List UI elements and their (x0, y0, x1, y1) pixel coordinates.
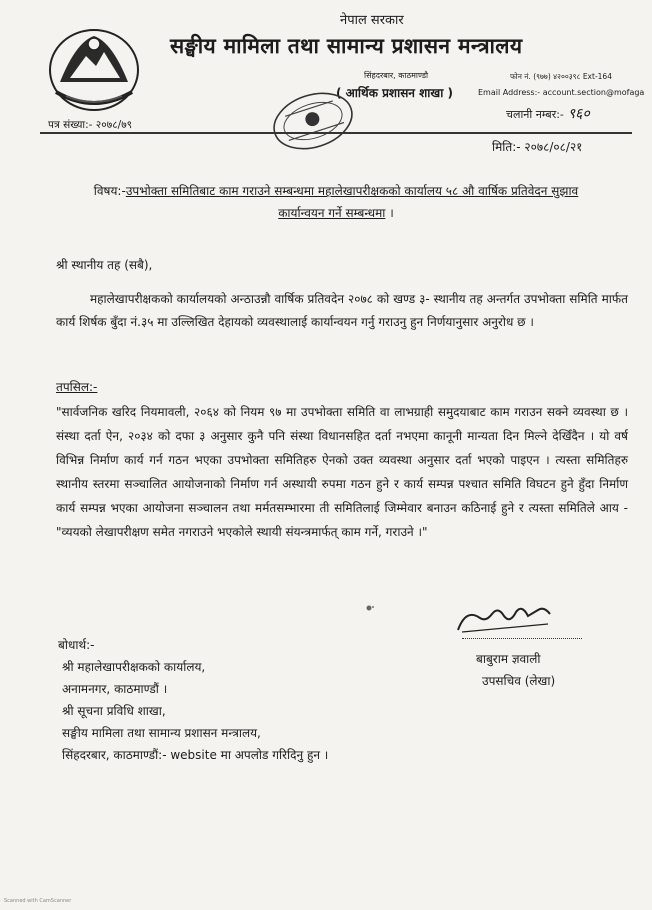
header-divider (40, 132, 632, 134)
cc-block (58, 634, 328, 766)
phone-number: फोन नं. (९७७) ४२००३९८ Ext-164 (510, 72, 612, 81)
body-paragraph-2: "सार्वजनिक खरिद नियमावली, २०६४ को नियम ९७ मा उपभोक्ता समिति वा लाभग्राही समुदयाबाट काम गराउन सक्ने व्यवस्था छ । संस्था दर्ता ऐन, २०३४ को दफा ३ अनुसार कुनै पनि संस्था विधानसहित दर्ता नभएमा कानूनी मान्यता दिन मिल्ने देखिँदैन । यो वर्ष विभिन्न निर्माण कार्य गर्न गठन भएका उपभोक्ता समितिहरु ऐनको उक्त व्यवस्था अनुसार दर्ता भएको पाइएन । त्यस्ता समितिहरु स्थानीय स्तरमा सञ्चालित आयोजनाको निर्माण गर्न अस्थायी रुपमा गठन हुने र कार्य सम्पन्न पश्चात समिति विघटन हुने हुँदा निर्माण कार्य सम्पन्न भएका आयोजना सञ्चालन तथा मर्मतसम्भारमा ती समितिलाई जिम्मेवार बनाउन कठिनाई हुने र त्यस्ता समितिले आय - "व्ययको लेखापरीक्षण समेत नगराउने भएकोले स्थायी संयन्त्रमार्फत् काम गर्ने, गराउने ।" (56, 405, 628, 539)
letter-number: पत्र संख्या:- २०७८/७९ (48, 119, 133, 131)
cc-line-3: श्री सूचना प्रविधि शाखा, (62, 704, 166, 718)
subject-end: । (385, 206, 394, 220)
cc-line-2: अनामनगर, काठमाण्डौं । (62, 682, 168, 696)
government-name: नेपाल सरकार (340, 13, 404, 28)
scanner-footer: Scanned with CamScanner (4, 898, 72, 904)
details-heading: तपसिल:- (56, 380, 98, 394)
ministry-address: सिंहदरबार, काठमाण्डौ (364, 71, 429, 80)
cc-line-4: सङ्घीय मामिला तथा सामान्य प्रशासन मन्त्रालय, (62, 726, 261, 740)
subject-prefix: विषय:- (93, 184, 126, 198)
email-address: Email Address:- account.section@mofaga (478, 88, 645, 97)
dispatch-label: चलानी नम्बर:- (506, 108, 564, 121)
branch-name: ( आर्थिक प्रशासन शाखा ) (336, 86, 453, 100)
nepal-emblem-icon (46, 22, 142, 114)
signature-line (462, 638, 582, 639)
recipient: श्री स्थानीय तह (सबै), (56, 258, 153, 272)
letter-date: मिति:- २०७८/०८/२१ (492, 140, 583, 154)
cc-line-5: सिंहदरबार, काठमाण्डौं:- website मा अपलोड गरिदिनु हुन । (62, 748, 329, 762)
ministry-name: सङ्घीय मामिला तथा सामान्य प्रशासन मन्त्रालय (170, 34, 523, 58)
office-stamp-icon (268, 86, 358, 156)
signature-icon (452, 600, 556, 636)
scan-speck-icon (365, 604, 375, 612)
dispatch-value: ९६० (567, 106, 590, 122)
cc-line-1: श्री महालेखापरीक्षकको कार्यालय, (62, 660, 206, 674)
signatory-name: बाबुराम ज्ञवाली (476, 652, 541, 666)
subject-line-1: उपभोक्ता समितिबाट काम गराउने सम्बन्धमा महालेखापरीक्षकको कार्यालय ५८ औ वार्षिक प्रतिवेदन सुझाव (125, 184, 579, 198)
cc-heading: बोधार्थ:- (58, 638, 95, 652)
subject-line-2: कार्यान्वयन गर्ने सम्बन्धमा (278, 206, 386, 220)
signatory-title: उपसचिव (लेखा) (482, 674, 556, 688)
body-paragraph-1: महालेखापरीक्षकको कार्यालयको अन्ठाउन्नौ वार्षिक प्रतिवदेन २०७८ को खण्ड ३- स्थानीय तह अन्तर्गत उपभोक्ता समिति मार्फत कार्य शिर्षक बुँदा नं.३५ मा उल्लिखित देहायको व्यवस्थालाई कार्यान्वयन गर्नु गराउनु हुन निर्णयानुसार अनुरोध छ । (56, 292, 628, 329)
subject (56, 180, 616, 224)
dispatch-number (506, 104, 590, 123)
